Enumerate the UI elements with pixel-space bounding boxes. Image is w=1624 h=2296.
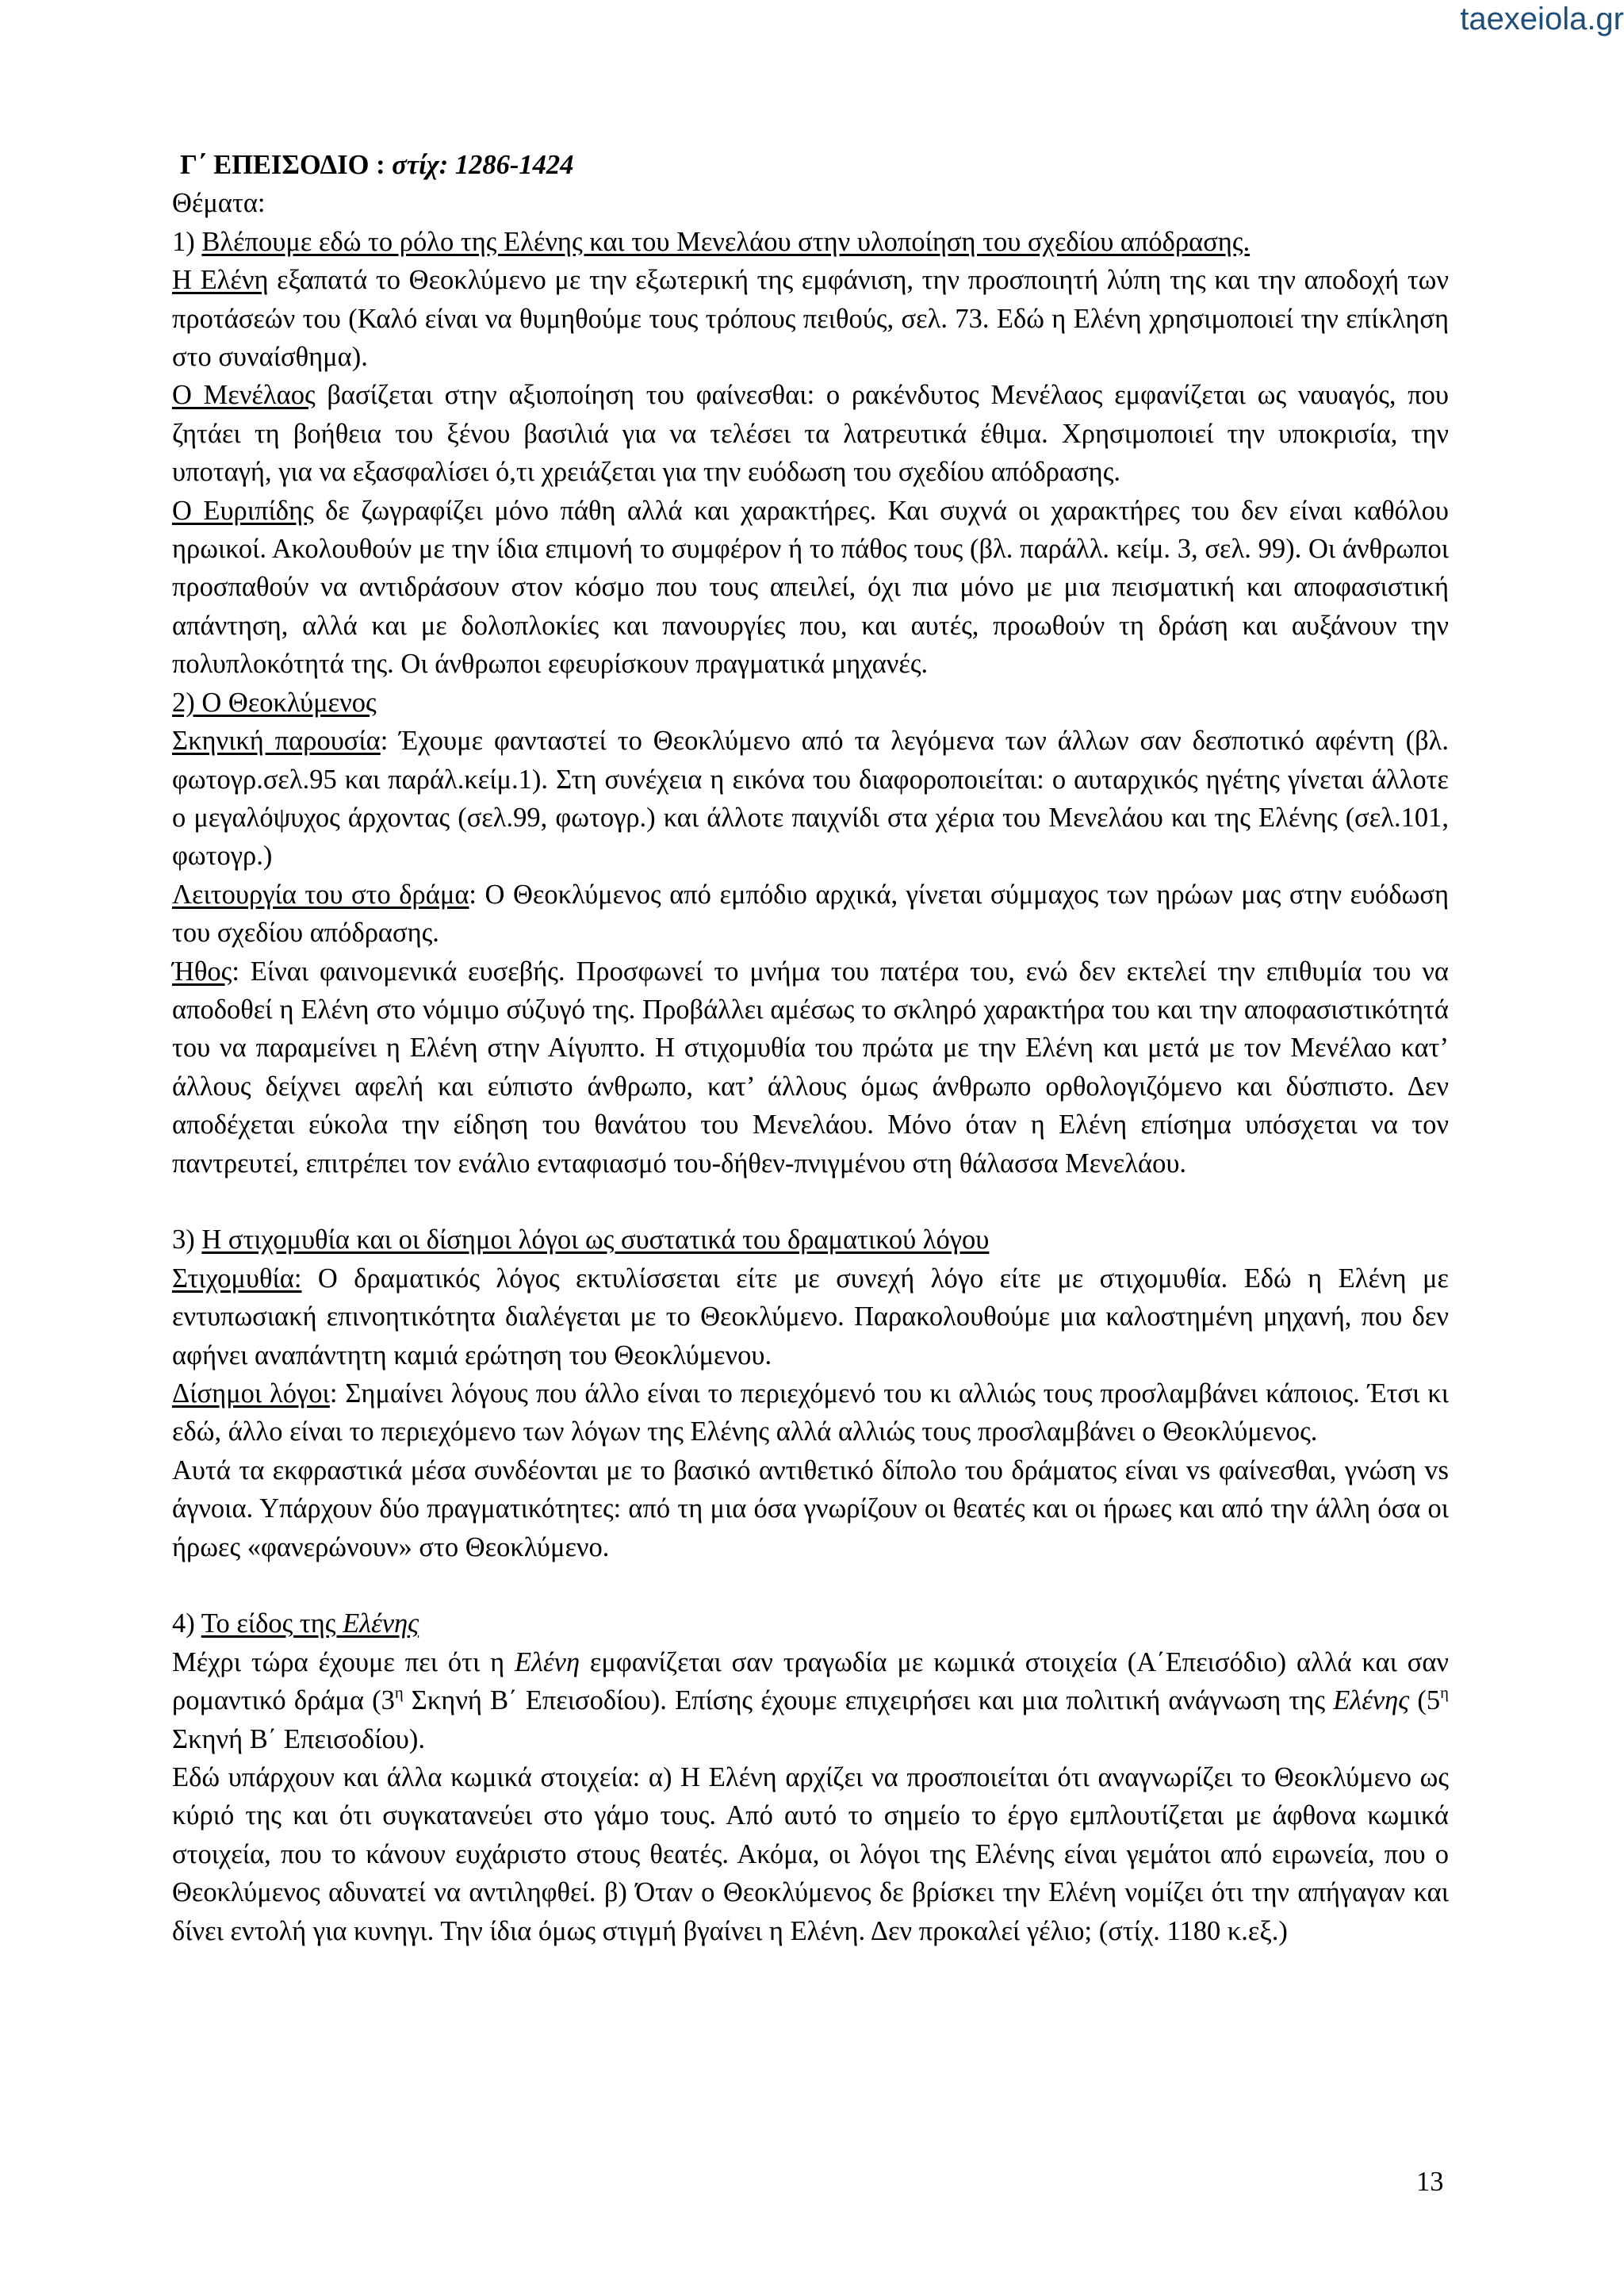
section-1-heading: 1) Βλέπουμε εδώ το ρόλο της Ελένης και του Μενελάου στην υλοποίηση του σχεδίου απόδρασης. — [172, 226, 1251, 257]
menelaus-paragraph: Ο Μενέλαος βασίζεται στην αξιοποίηση του φαίνεσθαι: ο ρακένδυτος Μενέλαος εμφανίζεται ως ναυαγός, που ζητάει τη βοήθεια του ξένου βασιλιά για να τελέσει τα λατρευτικά έθιμα. Χρησιμοποιεί την υποκρισία, την υποταγή, για να εξασφαλίσει ό,τι χρειάζεται για την ευόδωση του σχεδίου απόδρασης. — [172, 380, 1449, 488]
paragraph-gap — [172, 1182, 1449, 1221]
helen-paragraph: Η Ελένη εξαπατά το Θεοκλύμενο με την εξωτερική της εμφάνιση, την προσποιητή λύπη της και την αποδοχή των προτάσεών του (Καλό είναι να θυμηθούμε τους τρόπους πειθούς, σελ. 73. Εδώ η Ελένη χρησιμοποιεί την επίκληση στο συναίσθημα). — [172, 265, 1449, 373]
expressive-means-paragraph: Αυτά τα εκφραστικά μέσα συνδέονται με το βασικό αντιθετικό δίπολο του δράματος είναι vs φαίνεσθαι, γνώση vs άγνοια. Υπάρχουν δύο πραγματικότητες: από τη μια όσα γνωρίζουν οι θεατές και οι ήρωες και από την άλλη όσα οι ήρωες «φανερώνουν» στο Θεοκλύμενο. — [172, 1455, 1449, 1562]
euripides-paragraph: Ο Ευριπίδης δε ζωγραφίζει μόνο πάθη αλλά και χαρακτήρες. Και συχνά οι χαρακτήρες του δεν είναι καθόλου ηρωικοί. Ακολουθούν με την ίδια επιμονή το συμφέρον ή το πάθος τους (βλ. παράλλ. κείμ. 3, σελ. 99). Οι άνθρωποι προσπαθούν να αντιδράσουν στον κόσμο που τους απειλεί, όχι πια μόνο με μια πεισματική και αποφασιστική απάντηση, αλλά και με δολοπλοκίες και πανουργίες που, και αυτές, προωθούν τη δράση και αυξάνουν την πολυπλοκότητά της. Οι άνθρωποι εφευρίσκουν πραγματικά μηχανές. — [172, 495, 1449, 680]
stichomythia-paragraph: Στιχομυθία: Ο δραματικός λόγος εκτυλίσσεται είτε με συνεχή λόγο είτε με στιχομυθία. Εδώ η Ελένη με εντυπωσιακή επινοητικότητα διαλέγεται με το Θεοκλύμενο. Παρακολουθούμε μια καλοστημένη μηχανή, που δεν αφήνει αναπάντητη καμιά ερώτηση του Θεοκλύμενου. — [172, 1263, 1449, 1370]
drama-function-paragraph: Λειτουργία του στο δράμα: Ο Θεοκλύμενος από εμπόδιο αρχικά, γίνεται σύμμαχος των ηρώων μας στην ευόδωση του σχεδίου απόδρασης. — [172, 879, 1450, 949]
section-3-heading: 3) Η στιχομυθία και οι δίσημοι λόγοι ως συστατικά του δραματικού λόγου — [172, 1225, 990, 1255]
page-number: 13 — [1416, 2167, 1444, 2197]
disemoi-paragraph: Δίσημοι λόγοι: Σημαίνει λόγους που άλλο είναι το περιεχόμενό του κι αλλιώς τους προσλαμβάνει κάποιος. Έτσι κι εδώ, άλλο είναι το περιεχόμενο των λόγων της Ελένης αλλά αλλιώς τους προσλαμβάνει ο Θεοκλύμενος. — [172, 1378, 1449, 1447]
themes-label: Θέματα: — [172, 188, 266, 219]
document-body — [172, 146, 1449, 1950]
comic-elements-paragraph: Εδώ υπάρχουν και άλλα κωμικά στοιχεία: α) Η Ελένη αρχίζει να προσποιείται ότι αναγνωρίζει το Θεοκλύμενο ως κύριό της και ότι συγκατανεύει στο γάμο τους. Από αυτό το σημείο το έργο εμπλουτίζεται με άφθονα κωμικά στοιχεία, που το κάνουν ευχάριστο στους θεατές. Ακόμα, οι λόγοι της Ελένης είναι γεμάτοι από ειρωνεία, που ο Θεοκλύμενος αδυνατεί να αντιληφθεί. β) Όταν ο Θεοκλύμενος δε βρίσκει την Ελένη νομίζει ότι την απήγαγαν και δίνει εντολή για κυνηγι. Την ίδια όμως στιγμή βγαίνει η Ελένη. Δεν προκαλεί γέλιο; (στίχ. 1180 κ.εξ.) — [172, 1762, 1449, 1946]
genre-paragraph: Μέχρι τώρα έχουμε πει ότι η Ελένη εμφανίζεται σαν τραγωδία με κωμικά στοιχεία (Α΄Επεισόδιο) αλλά και σαν ρομαντικό δράμα ($3^\eta$ Σκηνή Β΄ Επεισοδίου). Επίσης έχουμε επιχειρήσει και μια πολιτική ανάγνωση της Ελένης ($5^\eta$ Σκηνή Β΄ Επεισοδίου). — [172, 1646, 1449, 1754]
page-title: Γ΄ ΕΠΕΙΣΟΔΙΟ : στίχ: 1286-1424 — [180, 150, 574, 180]
section-2-heading: 2) Ο Θεοκλύμενος — [172, 687, 377, 718]
section-4-heading: 4) Το είδος της Ελένης — [172, 1608, 419, 1639]
ethos-paragraph: Ήθος: Είναι φαινομενικά ευσεβής. Προσφωνεί το μνήμα του πατέρα του, ενώ δεν εκτελεί την επιθυμία του να αποδοθεί η Ελένη στο νόμιμο σύζυγό της. Προβάλλει αμέσως το σκληρό χαρακτήρα του και την αποφασιστικότητά του να παραμείνει η Ελένη στην Αίγυπτο. Η στιχομυθία του πρώτα με την Ελένη και μετά με τον Μενέλαο κατ’ άλλους δείχνει αφελή και εύπιστο άνθρωπο, κατ’ άλλους όμως άνθρωπο ορθολογιζόμενο και δύσπιστο. Δεν αποδέχεται εύκολα την είδηση του θανάτου του Μενελάου. Μόνο όταν η Ελένη επίσημα υπόσχεται να τον παντρευτεί, επιτρέπει τον ενάλιο ενταφιασμό του-δήθεν-πνιγμένου στη θάλασσα Μενελάου. — [172, 956, 1449, 1179]
paragraph-gap — [172, 1566, 1449, 1604]
site-watermark-link[interactable]: taexeiola.gr — [1460, 2, 1624, 36]
stage-presence-paragraph: Σκηνική παρουσία: Έχουμε φανταστεί το Θεοκλύμενο από τα λεγόμενα των άλλων σαν δεσποτικό αφέντη (βλ. φωτογρ.σελ.95 και παράλ.κείμ.1). Στη συνέχεια η εικόνα του διαφοροποιείται: ο αυταρχικός ηγέτης γίνεται άλλοτε ο μεγαλόψυχος άρχοντας (σελ.99, φωτογρ.) και άλλοτε παιχνίδι στα χέρια του Μενελάου και της Ελένης (σελ.101, φωτογρ.) — [172, 726, 1449, 872]
